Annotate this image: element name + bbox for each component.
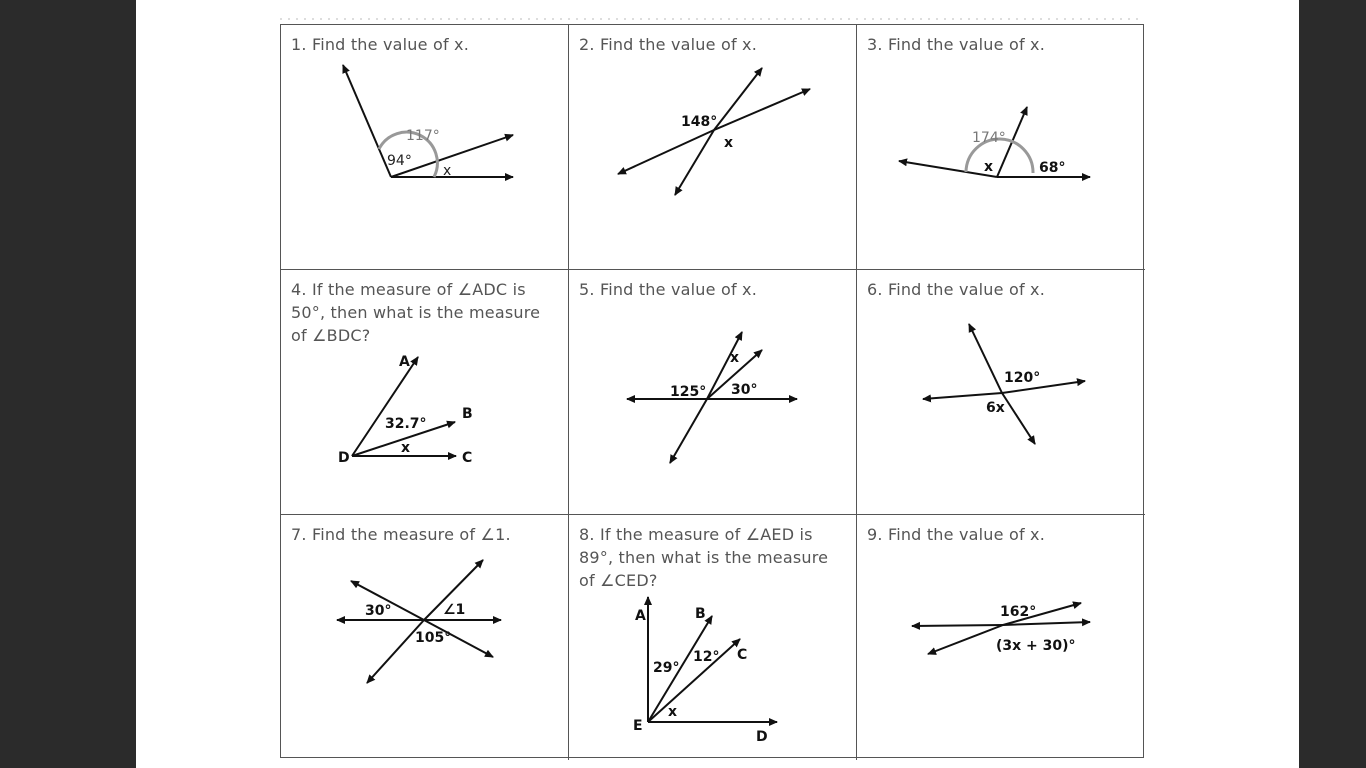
problem-1-label-117: 117° xyxy=(406,128,440,144)
problem-9-figure xyxy=(857,515,1145,760)
problem-5-label-125: 125° xyxy=(670,384,707,400)
problem-5-prompt: 5. Find the value of x. xyxy=(579,280,758,299)
problem-2-prompt: 2. Find the value of x. xyxy=(579,35,758,54)
problem-2-figure xyxy=(569,25,857,270)
problem-4-prompt: 4. If the measure of ∠ADC is 50°, then what is the measure of ∠BDC? xyxy=(291,280,541,345)
problem-3-label-68: 68° xyxy=(1039,160,1066,176)
cropped-top-fragment xyxy=(280,0,1144,24)
problem-8-label-B: B xyxy=(695,606,706,622)
problem-1 xyxy=(281,25,569,270)
problem-7-label-30: 30° xyxy=(365,603,392,619)
problem-7-figure xyxy=(281,515,569,760)
problem-1-prompt: 1. Find the value of x. xyxy=(291,35,470,54)
problem-8-label-E: E xyxy=(633,718,643,734)
problem-3-label-x: x xyxy=(984,159,994,175)
problem-7-label-105: 105° xyxy=(415,630,452,646)
problem-8-label-x: x xyxy=(668,704,678,720)
problem-3-label-174: 174° xyxy=(972,130,1006,146)
problem-3-figure xyxy=(857,25,1145,270)
problem-5-figure xyxy=(569,270,857,515)
problem-8-label-D: D xyxy=(756,729,768,745)
problem-4-figure xyxy=(281,270,569,515)
problem-4-label-32-7: 32.7° xyxy=(385,416,427,432)
problem-9 xyxy=(857,515,1145,760)
problem-1-label-94: 94° xyxy=(387,153,412,169)
problem-3 xyxy=(857,25,1145,270)
problem-6-label-120: 120° xyxy=(1004,370,1041,386)
problem-2-label-x: x xyxy=(724,135,734,151)
problem-2 xyxy=(569,25,857,270)
problem-6-prompt: 6. Find the value of x. xyxy=(867,280,1046,299)
problem-4 xyxy=(281,270,569,515)
problem-6-label-6x: 6x xyxy=(986,400,1005,416)
problem-5-label-x: x xyxy=(730,350,740,366)
problem-4-label-C: C xyxy=(462,450,473,466)
problem-4-label-x: x xyxy=(401,440,411,456)
problem-8-label-A: A xyxy=(635,608,646,624)
problem-8-label-29: 29° xyxy=(653,660,680,676)
problem-8-label-12: 12° xyxy=(693,649,720,665)
problem-4-label-B: B xyxy=(462,406,473,422)
problem-1-figure xyxy=(281,25,569,270)
problem-6-figure xyxy=(857,270,1145,515)
problem-8 xyxy=(569,515,857,760)
problem-7-label-angle1: ∠1 xyxy=(443,602,466,618)
problem-4-label-D: D xyxy=(338,450,350,466)
problem-2-label-148: 148° xyxy=(681,114,718,130)
problem-4-label-A: A xyxy=(399,354,410,370)
problem-9-prompt: 9. Find the value of x. xyxy=(867,525,1046,544)
problem-3-prompt: 3. Find the value of x. xyxy=(867,35,1046,54)
problem-9-label-expr: (3x + 30)° xyxy=(996,638,1076,654)
problem-1-label-x: x xyxy=(443,163,452,179)
problem-grid xyxy=(280,24,1144,758)
problem-7 xyxy=(281,515,569,760)
problem-8-prompt: 8. If the measure of ∠AED is 89°, then what is the measure of ∠CED? xyxy=(579,525,829,590)
problem-7-prompt: 7. Find the measure of ∠1. xyxy=(291,525,511,544)
problem-5-label-30: 30° xyxy=(731,382,758,398)
problem-9-label-162: 162° xyxy=(1000,604,1037,620)
problem-8-figure xyxy=(569,515,857,760)
problem-6 xyxy=(857,270,1145,515)
problem-5 xyxy=(569,270,857,515)
problem-8-label-C: C xyxy=(737,647,748,663)
